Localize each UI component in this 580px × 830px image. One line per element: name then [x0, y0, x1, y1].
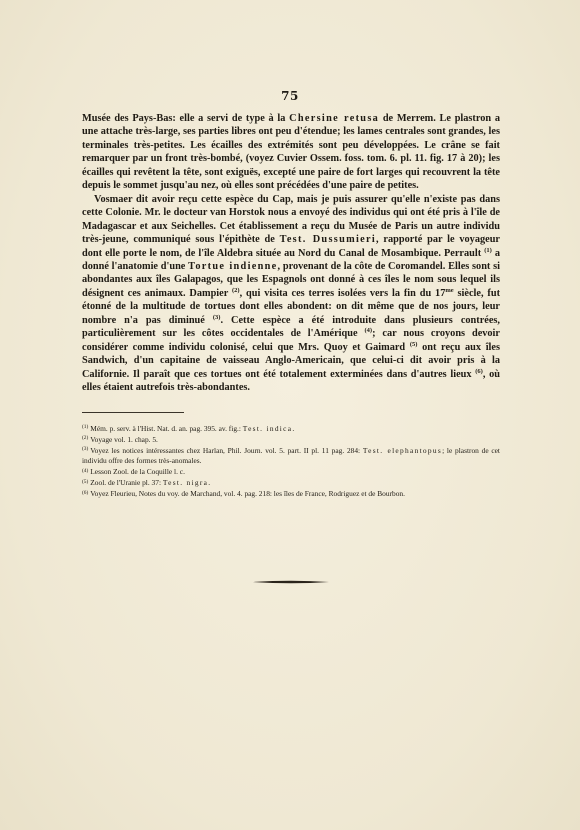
main-text	[82, 112, 500, 395]
species-name: Test. Dussumieri	[279, 234, 377, 246]
text-run: a donné l'anatomie d'une	[82, 247, 500, 272]
footnote-reference: (1)	[484, 246, 492, 254]
text-run: Voyez les notices intéressantes chez Harlan, Phil. Journ. vol. 5. part. II pl. 11 pag. 284:	[90, 446, 363, 455]
footnote-mark: (6)	[82, 489, 89, 496]
footnote-reference: me	[445, 286, 454, 294]
text-run: ; le plastron de cet individu offre des formes très-anomales.	[82, 446, 500, 466]
footnote-reference: (3)	[212, 313, 221, 321]
footnote-mark: (1)	[82, 424, 89, 431]
text-run: Voyage vol. 1. chap. 5.	[90, 435, 158, 444]
text-run: Lesson Zool. de la Coquille l. c.	[90, 467, 185, 477]
footnote-reference: (4)	[364, 327, 373, 335]
text-run: , provenant de la côte de Coromandel. Elles sont si abondantes aux îles Galapagos, que les Espagnols ont donné à ces îles le nom sous lequel ils désignent ces animaux. Dampier	[82, 260, 500, 299]
species-name: Test. indica.	[242, 424, 296, 433]
text-run: Zool. de l'Uranie pl. 37:	[90, 478, 163, 488]
species-name: Chersine retusa	[289, 113, 380, 124]
text-run: ; car nous croyons devoir considérer comme individu colonisé, celui que Mrs. Quoy et Gaimard	[82, 328, 500, 353]
footnote	[82, 446, 500, 467]
text-run: Musée des Pays-Bas: elle a servi de type à la	[82, 113, 290, 124]
footnote	[82, 489, 500, 499]
footnote-reference: (5)	[409, 340, 418, 348]
text-run: Vosmaer dit avoir reçu cette espèce du Cap, mais je puis assurer qu'elle n'existe pas dans cette Colonie. Mr. le docteur van Horstok nous a envoyé des individus qui ont été pris à l'île de Madagascar et aux Seichelles. Cet établissement a reçu du Musée de Paris un autre individu très-jeune, communiqué sous l'épithète de	[82, 193, 500, 246]
text-run: ont reçu aux îles Sandwich, d'un capitaine de vaisseau Anglo-Americain, que celui-ci dit avoir pris à la Californie. Il paraît que ces tortues ont été totalement exterminées dans d'autres lieux	[82, 341, 500, 380]
text-run: de Merrem. Le plastron a une attache très-large, ses parties libres ont peu d'étendue; les lames centrales sont grandes, les terminales très-petites. Les écailles des extrémités sont peu développées. Le crâne se fait remarquer par un front très-bombé, (voyez Cuvier Ossem. foss. tom. 6. pl. 11. fig. 17 à 20); les écailles qui revêtent la tête, sont exiguës, excepté une paire de fort larges qui recouvrent la tête depuis le sommet jusqu'au nez, où elles sont précédées d'une paire de petites.	[82, 113, 500, 192]
species-name: Test. nigra.	[162, 478, 212, 488]
footnote-mark: (5)	[82, 478, 89, 485]
paragraph	[82, 112, 500, 193]
end-ornament	[253, 579, 329, 585]
text-run: siècle, fut étonné de la multitude de tortues dont elles abondent: on dit même que de nos jours, leur nombre n'a pas diminué	[82, 287, 500, 326]
paragraph	[82, 193, 500, 395]
footnote	[82, 478, 500, 488]
text-run: , rapporté par le voyageur dont elle porte le nom, de l'île Aldebra située au Nord du Canal de Mosambique. Perrault	[82, 234, 500, 259]
footnote-separator	[82, 412, 184, 413]
footnote-mark: (2)	[82, 435, 89, 442]
page-number: 75	[281, 89, 299, 103]
text-run: Mém. p. serv. à l'Hist. Nat. d. an. pag. 395. av. fig.:	[90, 424, 243, 433]
footnote	[82, 467, 500, 477]
text-run: , où elles étaient autrefois très-abondantes.	[82, 368, 500, 394]
footnote-reference: (6)	[475, 367, 483, 375]
footnote	[82, 435, 500, 445]
species-name: Tortue indienne	[188, 260, 278, 272]
footnote-mark: (4)	[82, 467, 89, 474]
species-name: Test. elephantopus	[362, 446, 443, 455]
text-run: . Cette espèce a été introduite dans plusieurs contrées, particulièrement sur les côtes occidentales de l'Amérique	[82, 314, 500, 340]
footnote-reference: (2)	[232, 286, 240, 294]
footnote-mark: (3)	[82, 446, 89, 453]
text-run: , qui visita ces terres isolées vers la fin du 17	[239, 287, 446, 299]
text-run: Voyez Fleurieu, Notes du voy. de Marchand, vol. 4. pag. 218: les îles de France, Rodriguez et de Bourbon.	[90, 489, 405, 499]
footnote	[82, 424, 500, 434]
footnotes-list	[82, 424, 500, 500]
